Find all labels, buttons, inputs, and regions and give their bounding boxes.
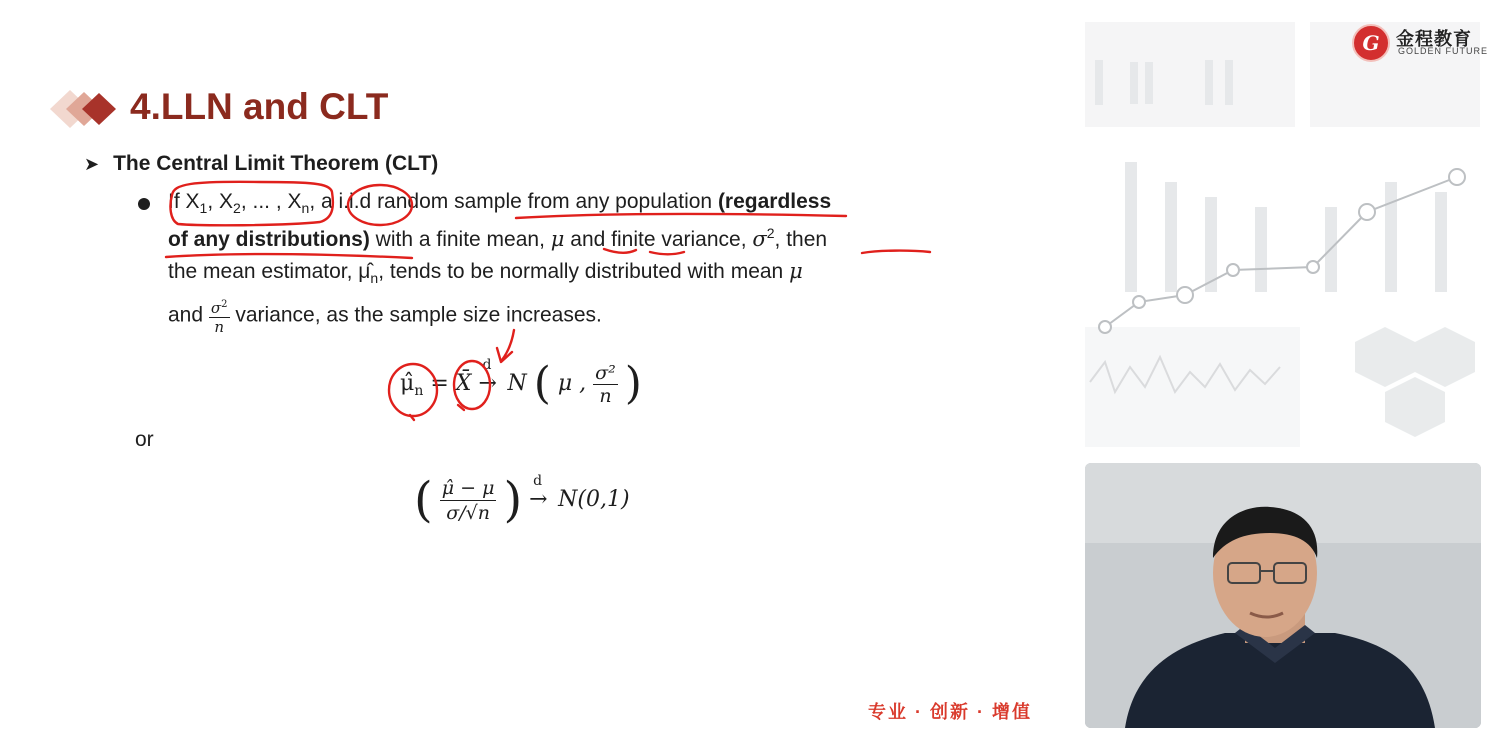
logo-sub: GOLDEN FUTURE: [1398, 46, 1489, 56]
var-xn: X: [287, 190, 302, 213]
eq2-rhs: N(0,1): [558, 487, 630, 512]
text-mean-estimator: the mean estimator,: [168, 260, 353, 283]
brand-logo: [1352, 24, 1492, 60]
fraction-sigma-sq-over-n: $\frac{\sigma^2}{n}$: [209, 296, 230, 336]
eq2-arrow: →: [529, 487, 548, 512]
eq1-xbar: X̄: [455, 371, 472, 396]
symbol-mu-2: μ: [789, 259, 803, 283]
arrow-bullet-icon: ➤: [84, 154, 100, 174]
bullet-dot: [138, 198, 150, 210]
text-normally-distributed: , tends to be normally distributed with mean: [378, 260, 784, 283]
text-dots: ... ,: [252, 190, 282, 213]
eq1-mu: μ ,: [557, 371, 587, 396]
eq2-arrow-label: d: [533, 473, 543, 489]
var-x1: X: [185, 190, 200, 213]
eq1-mu-hat: μ̂: [400, 371, 415, 396]
eq1-arrow-label: d: [482, 357, 492, 373]
text-then: , then: [774, 228, 828, 251]
eq1-equals: =: [430, 371, 449, 396]
text-variance-sample-size: variance, as the sample size increases.: [235, 303, 602, 327]
eq2-fraction: $\frac{\mû - \mu}{\sigma/√n}$: [441, 476, 495, 524]
section-heading: [84, 152, 438, 176]
eq1-fraction: $\frac{\text{σ²}}{n}$: [595, 361, 616, 407]
text-any-distributions: of any distributions): [168, 228, 370, 251]
logo-name: 金程教育: [1396, 29, 1472, 49]
var-x2: X: [219, 190, 234, 213]
text-finite-variance: and finite variance,: [570, 228, 747, 251]
eq1-dist-n: N: [507, 371, 527, 396]
bullet-line-1: If $X_1$, $X_2$, ... , $X_n$, a i.i.d random sample from any population (regardless: [168, 190, 832, 216]
symbol-sigma: σ: [752, 227, 767, 251]
symbol-mu-hat: μ̂: [358, 260, 371, 283]
background-infographic: [1085, 22, 1480, 452]
text-iid: i.i.d: [338, 190, 372, 213]
bullet-line-2: of any distributions) with a finite mean, μ and finite variance, $\sigma^2$, then: [168, 225, 828, 251]
eq1-arrow: →: [478, 371, 497, 396]
text-regardless: (regardless: [717, 190, 832, 213]
presenter-video: [1085, 463, 1481, 728]
equation-clt-1: $\mû_n$ = X̄ d → N ( μ , $\frac{\text{σ²}}{n}$ ): [400, 357, 642, 409]
slide-title: 4.LLN and CLT: [130, 86, 389, 127]
or-word: or: [135, 428, 154, 451]
title-diamond-icon: [46, 86, 126, 132]
text-random: random: [377, 190, 449, 213]
logo-icon: G: [1352, 24, 1390, 62]
section-heading-text: The Central Limit Theorem (CLT): [113, 152, 439, 175]
bullet-line-4: [168, 296, 602, 336]
text-a: a: [321, 190, 333, 213]
text-if: If: [168, 190, 180, 213]
text-and: and: [168, 303, 204, 327]
presenter-image: [1085, 463, 1481, 728]
text-sample-any-population: sample from any population: [454, 190, 713, 213]
bullet-line-3: the mean estimator, $\mû_n$, tends to be normally distributed with mean μ: [168, 259, 803, 286]
equation-clt-2: ( $\frac{\mû - \mu}{\sigma/√n}$ ) d → N(0,1): [414, 472, 630, 528]
text-finite-mean: with a finite mean,: [375, 228, 545, 251]
eq1-sub-n: n: [414, 383, 424, 399]
footer-slogan: 专业 · 创新 · 增值: [868, 702, 1032, 722]
symbol-mu: μ: [550, 227, 565, 251]
